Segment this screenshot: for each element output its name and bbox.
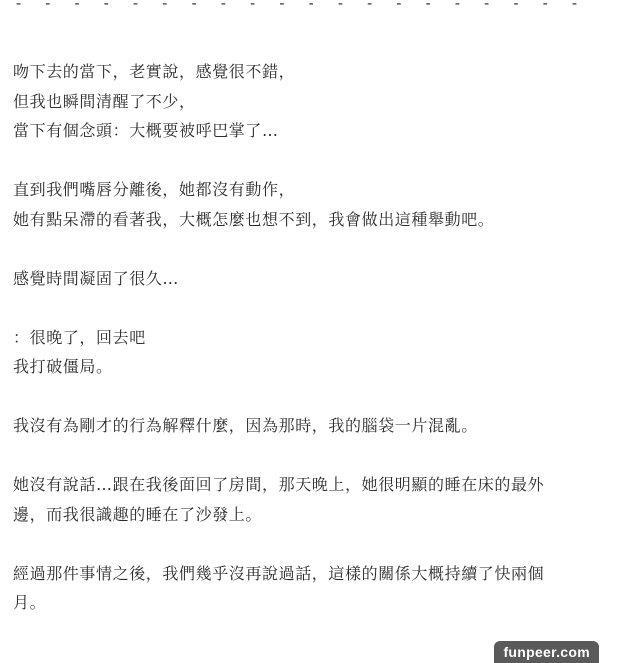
- text-line: 當下有個念頭：大概要被呼巴掌了…: [13, 121, 279, 140]
- text-line: 經過那件事情之後，我們幾乎沒再說過話，這樣的關係大概持續了快兩個: [13, 563, 545, 583]
- text-line: ：很晚了，回去吧: [13, 327, 146, 347]
- paragraph-aftermath: [13, 559, 608, 618]
- text-line: 月。: [13, 593, 47, 612]
- text-line: 感覺時間凝固了很久…: [13, 268, 180, 288]
- text-line: 我沒有為剛才的行為解釋什麼，因為那時，我的腦袋一片混亂。: [13, 416, 478, 435]
- text-line: 邊，而我很識趣的睡在了沙發上。: [13, 504, 263, 524]
- paragraph-dialogue: [13, 323, 608, 382]
- paragraph-that-night: [13, 470, 608, 529]
- text-line: 吻下去的當下，老實說，感覺很不錯，: [13, 62, 296, 81]
- article-body: [13, 57, 608, 647]
- site-watermark: funpeer.com: [494, 641, 599, 663]
- paragraph-time-frozen: [13, 264, 608, 294]
- text-line: 但我也瞬間清醒了不少，: [13, 91, 196, 111]
- paragraph-kiss: [13, 57, 608, 146]
- paragraph-separation: [13, 175, 608, 234]
- paragraph-no-explanation: [13, 411, 608, 441]
- text-line: 我打破僵局。: [13, 357, 113, 376]
- text-line: 她有點呆滯的看著我，大概怎麼也想不到，我會做出這種舉動吧。: [13, 209, 495, 229]
- text-line: 直到我們嘴唇分離後，她都沒有動作，: [13, 180, 296, 199]
- text-line: 她沒有說話…跟在我後面回了房間，那天晚上，她很明顯的睡在床的最外: [13, 475, 545, 494]
- section-divider: - - - - - - - - - - - - - - - - - - - -: [14, 0, 585, 12]
